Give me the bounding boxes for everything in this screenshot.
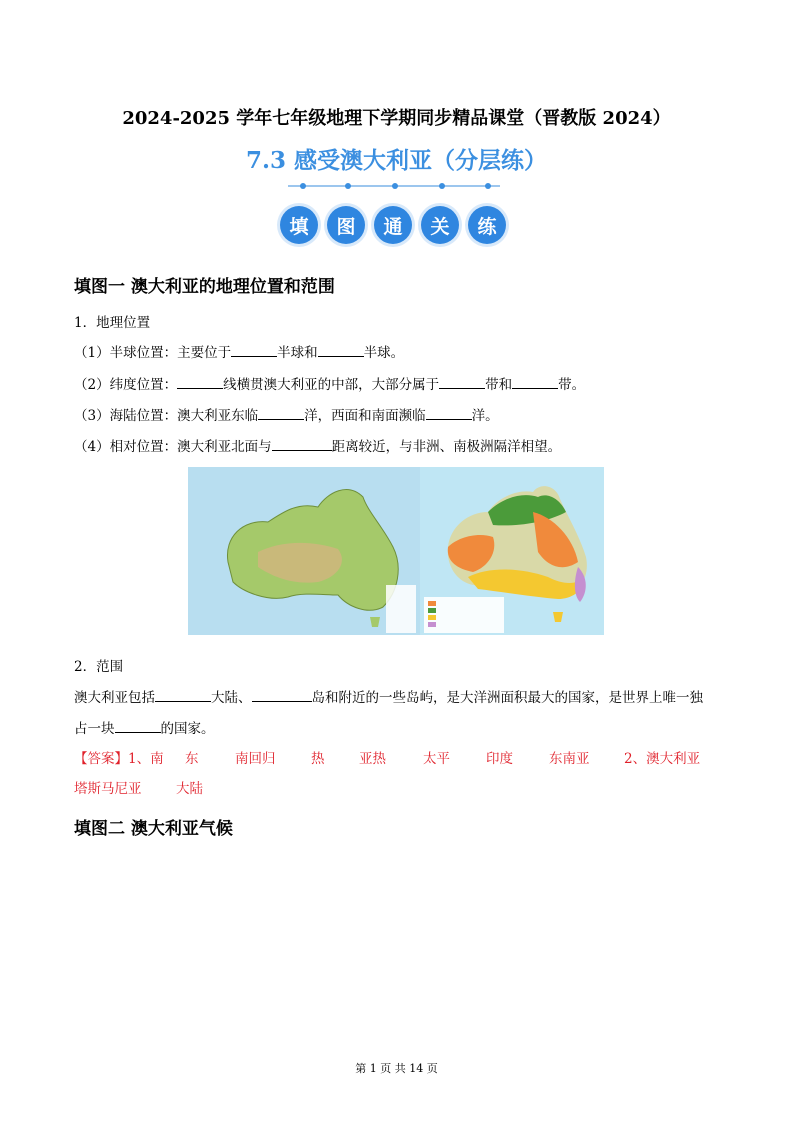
document-title: 2024-2025 学年七年级地理下学期同步精品课堂（晋教版 2024）: [122, 108, 671, 129]
badge: 练: [468, 206, 506, 244]
blank: [439, 376, 485, 389]
section-badges: [280, 206, 506, 244]
dot-icon: [345, 183, 351, 189]
dot-icon: [439, 183, 445, 189]
dot-icon: [485, 183, 491, 189]
blank: [115, 720, 161, 733]
section-heading: 填图一 澳大利亚的地理位置和范围: [74, 277, 335, 297]
text: 线横贯澳大利亚的中部，大部分属于: [223, 377, 440, 393]
lesson-title: 7.3 感受澳大利亚（分层练）: [245, 147, 548, 174]
answer-item: 亚热: [359, 751, 386, 767]
blank: [258, 407, 304, 420]
answer-item: 东: [185, 751, 199, 767]
question-line: [74, 341, 404, 361]
blank: [426, 407, 472, 420]
question-line: [74, 404, 499, 424]
question-line: [74, 717, 215, 737]
question-line: [74, 435, 561, 455]
subheading: 2．范围: [74, 659, 124, 675]
answer-item: 1、南: [128, 751, 164, 767]
text: 大陆、: [211, 690, 252, 706]
blank: [177, 376, 223, 389]
question-line: [74, 373, 585, 393]
answer-line: [74, 777, 203, 797]
text: 半球和: [277, 345, 318, 361]
australia-maps-image: [188, 467, 604, 635]
blank: [512, 376, 558, 389]
text: 带。: [558, 377, 586, 393]
blank: [155, 689, 211, 702]
text: 澳大利亚包括: [74, 690, 155, 706]
section-heading: 填图二 澳大利亚气候: [74, 819, 233, 839]
answer-item: 南回归: [235, 751, 276, 767]
blank: [318, 344, 364, 357]
badge: 关: [421, 206, 459, 244]
text: 带和: [485, 377, 513, 393]
text: 的国家。: [160, 721, 215, 737]
blank: [252, 689, 312, 702]
badge: 图: [327, 206, 365, 244]
text: 洋，西面和南面濒临: [304, 408, 426, 424]
answer-item: 太平: [423, 751, 450, 767]
text: 距离较近，与非洲、南极洲隔洋相望。: [331, 439, 562, 455]
text: 占一块: [74, 721, 115, 737]
text: 岛和附近的一些岛屿，是大洋洲面积最大的国家，是世界上唯一独: [311, 690, 703, 706]
text: 洋。: [471, 408, 499, 424]
badge: 填: [280, 206, 318, 244]
answer-item: 大陆: [176, 781, 203, 797]
text: 半球。: [363, 345, 405, 361]
blank: [272, 438, 332, 451]
answer-line: [74, 747, 700, 767]
answer-label: 【答案】: [74, 751, 128, 767]
text: （4）相对位置：澳大利亚北面与: [74, 439, 272, 455]
subheading: 1．地理位置: [74, 315, 151, 331]
answer-item: 热: [311, 751, 325, 767]
text: （1）半球位置：主要位于: [74, 345, 232, 361]
badge: 通: [374, 206, 412, 244]
text: （2）纬度位置：: [74, 377, 178, 393]
answer-item: 东南亚: [549, 751, 590, 767]
dot-icon: [392, 183, 398, 189]
answer-item: 2、澳大利亚: [624, 751, 701, 767]
blank: [231, 344, 277, 357]
dot-icon: [300, 183, 306, 189]
answer-item: 印度: [486, 751, 513, 767]
answer-item: 塔斯马尼亚: [74, 781, 142, 797]
page-number: 第 1 页 共 14 页: [355, 1062, 438, 1075]
question-line: [74, 686, 703, 706]
text: （3）海陆位置：澳大利亚东临: [74, 408, 259, 424]
